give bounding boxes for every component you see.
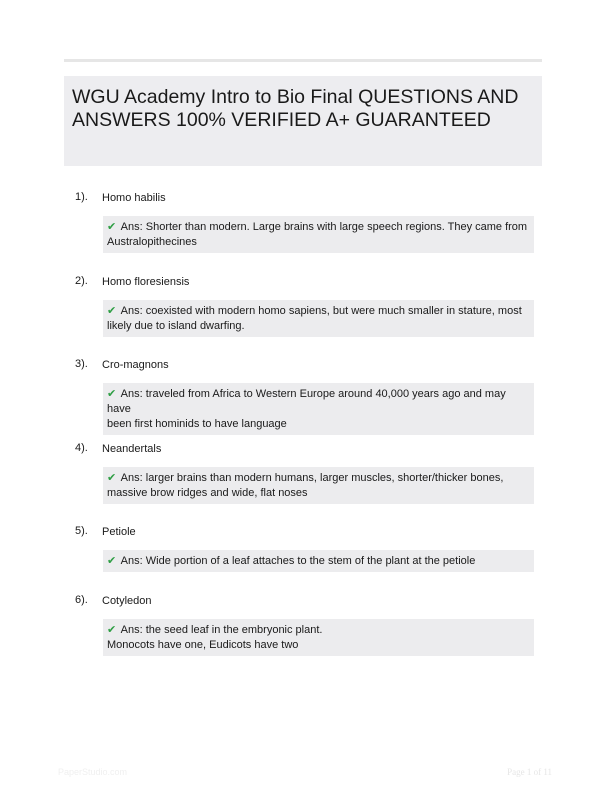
answer-line: Monocots have one, Eudicots have two (107, 639, 299, 651)
question-term: Petiole (102, 526, 136, 538)
top-divider (64, 59, 542, 62)
question-number: 4). (75, 442, 88, 454)
question-term: Cotyledon (102, 595, 152, 607)
check-icon: ✔ (107, 471, 117, 484)
question-number: 1). (75, 191, 88, 203)
answer-line: Australopithecines (107, 236, 197, 248)
question-number: 6). (75, 594, 88, 606)
answer-box (103, 550, 534, 572)
answer-line (107, 386, 528, 417)
answer-line (107, 470, 528, 486)
answer-text: the seed leaf in the embryonic plant. (145, 624, 323, 636)
answer-prefix: Ans: (120, 624, 143, 636)
answer-box (103, 300, 534, 337)
question-number: 5). (75, 525, 88, 537)
question-term: Neandertals (102, 443, 162, 455)
answer-line: massive brow ridges and wide, flat noses (107, 487, 308, 499)
check-icon: ✔ (107, 387, 117, 400)
check-icon: ✔ (107, 554, 117, 567)
answer-line: likely due to island dwarfing. (107, 320, 245, 332)
answer-text: coexisted with modern homo sapiens, but were much smaller in stature, most (145, 305, 522, 317)
check-icon: ✔ (107, 623, 117, 636)
answer-box (103, 383, 534, 435)
answer-text: Shorter than modern. Large brains with large speech regions. They came from (145, 221, 528, 233)
page-number: Page 1 of 11 (507, 767, 552, 777)
question-term: Homo habilis (102, 192, 166, 204)
answer-text: larger brains than modern humans, larger muscles, shorter/thicker bones, (145, 472, 504, 484)
answer-line (107, 622, 528, 638)
check-icon: ✔ (107, 220, 117, 233)
answer-text: traveled from Africa to Western Europe around 40,000 years ago and may have (107, 388, 506, 415)
answer-line (107, 303, 528, 319)
answer-prefix: Ans: (120, 221, 143, 233)
question-term: Cro-magnons (102, 359, 169, 371)
answer-line: been first hominids to have language (107, 418, 287, 430)
answer-box (103, 216, 534, 253)
question-term: Homo floresiensis (102, 276, 190, 288)
answer-text: Wide portion of a leaf attaches to the stem of the plant at the petiole (145, 555, 476, 567)
answer-box (103, 619, 534, 656)
question-number: 3). (75, 358, 88, 370)
answer-prefix: Ans: (120, 305, 143, 317)
page-title: WGU Academy Intro to Bio Final QUESTIONS AND ANSWERS 100% VERIFIED A+ GUARANTEED (72, 86, 519, 131)
answer-prefix: Ans: (120, 472, 143, 484)
question-number: 2). (75, 275, 88, 287)
answer-prefix: Ans: (120, 388, 143, 400)
footer-watermark: PaperStudio.com (58, 767, 128, 777)
answer-line (107, 219, 528, 235)
title-banner (64, 76, 542, 166)
answer-prefix: Ans: (120, 555, 143, 567)
check-icon: ✔ (107, 304, 117, 317)
answer-box (103, 467, 534, 504)
answer-line (107, 553, 528, 569)
